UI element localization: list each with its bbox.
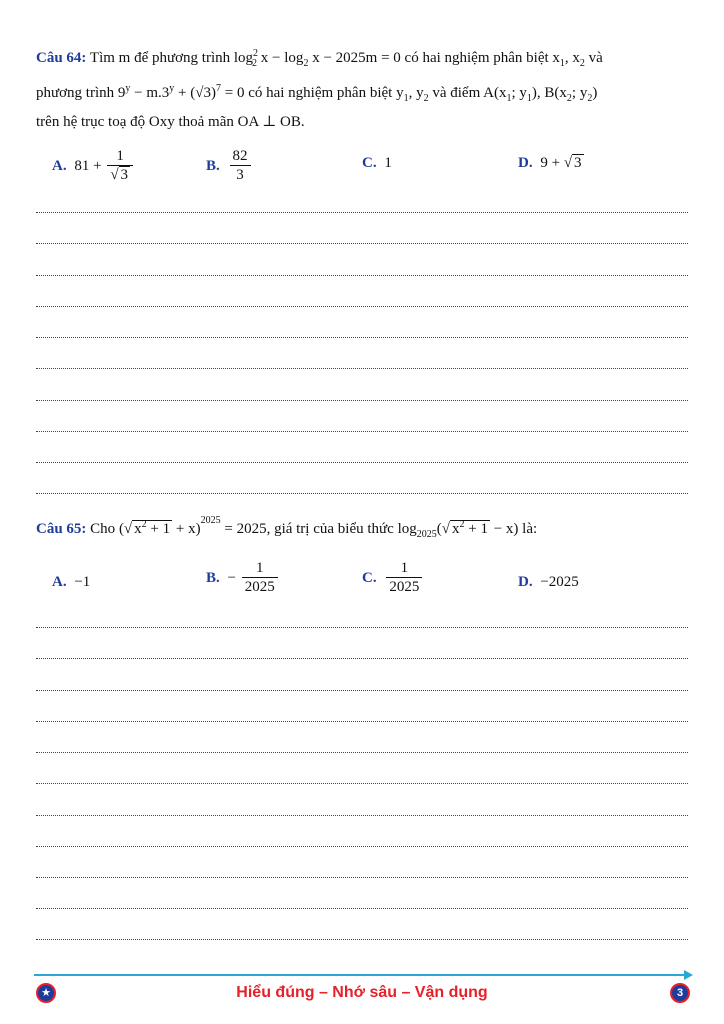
q64-equation-2: $9^y - m.3^y + (√3)^7 = 0$ bbox=[117, 83, 245, 101]
q64-line-2: phương trình $9^y - m.3^y + (√3)^7 = 0$ có hai nghiệm phân biệt $y_1$, $y_2$ và điểm $A(x_1$; $y_1$), $B(x_2$; $y_2$) bbox=[36, 83, 598, 104]
star-icon: ★ bbox=[36, 983, 56, 1003]
answer-line[interactable] bbox=[36, 690, 688, 691]
answer-line[interactable] bbox=[36, 368, 688, 369]
answer-line[interactable] bbox=[36, 400, 688, 401]
q65-equation: (√ $x^2 + 1 + x)^{2025} = 2025$, giá trị của biểu thức bbox=[118, 515, 394, 537]
page-number: 3 bbox=[670, 983, 690, 1003]
q64-option-d[interactable]: D. 9 + √ 3 bbox=[518, 155, 582, 171]
answer-line[interactable] bbox=[36, 462, 688, 463]
q65-option-b[interactable]: B. − $\frac{1}{2025}$ bbox=[206, 560, 280, 597]
answer-line[interactable] bbox=[36, 243, 688, 244]
q64-option-b[interactable]: B. $\frac{82}{3}$ bbox=[206, 148, 253, 185]
footer-divider bbox=[34, 974, 686, 976]
q65-option-c[interactable]: C. $\frac{1}{2025}$ bbox=[362, 560, 424, 597]
answer-line[interactable] bbox=[36, 658, 688, 659]
answer-line[interactable] bbox=[36, 275, 688, 276]
answer-line[interactable] bbox=[36, 431, 688, 432]
answer-line[interactable] bbox=[36, 815, 688, 816]
answer-line[interactable] bbox=[36, 627, 688, 628]
q64-label: Câu 64: bbox=[36, 50, 87, 66]
q64-option-a[interactable]: A. 81 + $\frac{1}{√ 3}$ bbox=[52, 148, 135, 185]
q64-option-c[interactable]: C. 1 bbox=[362, 155, 392, 171]
q64-line-3: trên hệ trục toạ độ Oxy thoả mãn OA ⊥ OB. bbox=[36, 114, 305, 130]
q64-text: Tìm m để phương trình bbox=[89, 50, 231, 66]
answer-line[interactable] bbox=[36, 493, 688, 494]
answer-line[interactable] bbox=[36, 337, 688, 338]
q64-text: có hai nghiệm phân biệt x bbox=[404, 50, 560, 66]
answer-line[interactable] bbox=[36, 721, 688, 722]
answer-line[interactable] bbox=[36, 306, 688, 307]
q65-line-1: Câu 65: Cho (√ $x^2 + 1 + x)^{2025} = 2025$, giá trị của biểu thức $\log_{2025}(√$ $x^2 + 1 - x$) là: bbox=[36, 515, 538, 540]
q65-option-d[interactable]: D. −2025 bbox=[518, 574, 579, 590]
q64-line-1: Câu 64: Tìm m để phương trình $\log^2_2 x - \log_2 x - 2025m = 0$ có hai nghiệm phân biệt $x_1$, $x_2$ và bbox=[36, 48, 603, 69]
footer-arrow-icon bbox=[684, 970, 693, 980]
q65-expression: $\log_{2025}(√$ $x^2 + 1 - x$) bbox=[397, 519, 519, 540]
answer-line[interactable] bbox=[36, 846, 688, 847]
answer-line[interactable] bbox=[36, 908, 688, 909]
q64-equation-1: $\log^2_2 x - \log_2 x - 2025m = 0$ bbox=[233, 48, 401, 69]
q65-label: Câu 65: bbox=[36, 521, 87, 537]
answer-line[interactable] bbox=[36, 939, 688, 940]
footer-slogan: Hiểu đúng – Nhớ sâu – Vận dụng bbox=[236, 984, 488, 1001]
answer-line[interactable] bbox=[36, 212, 688, 213]
answer-line[interactable] bbox=[36, 783, 688, 784]
answer-line[interactable] bbox=[36, 877, 688, 878]
q65-option-a[interactable]: A. −1 bbox=[52, 574, 91, 590]
answer-line[interactable] bbox=[36, 752, 688, 753]
